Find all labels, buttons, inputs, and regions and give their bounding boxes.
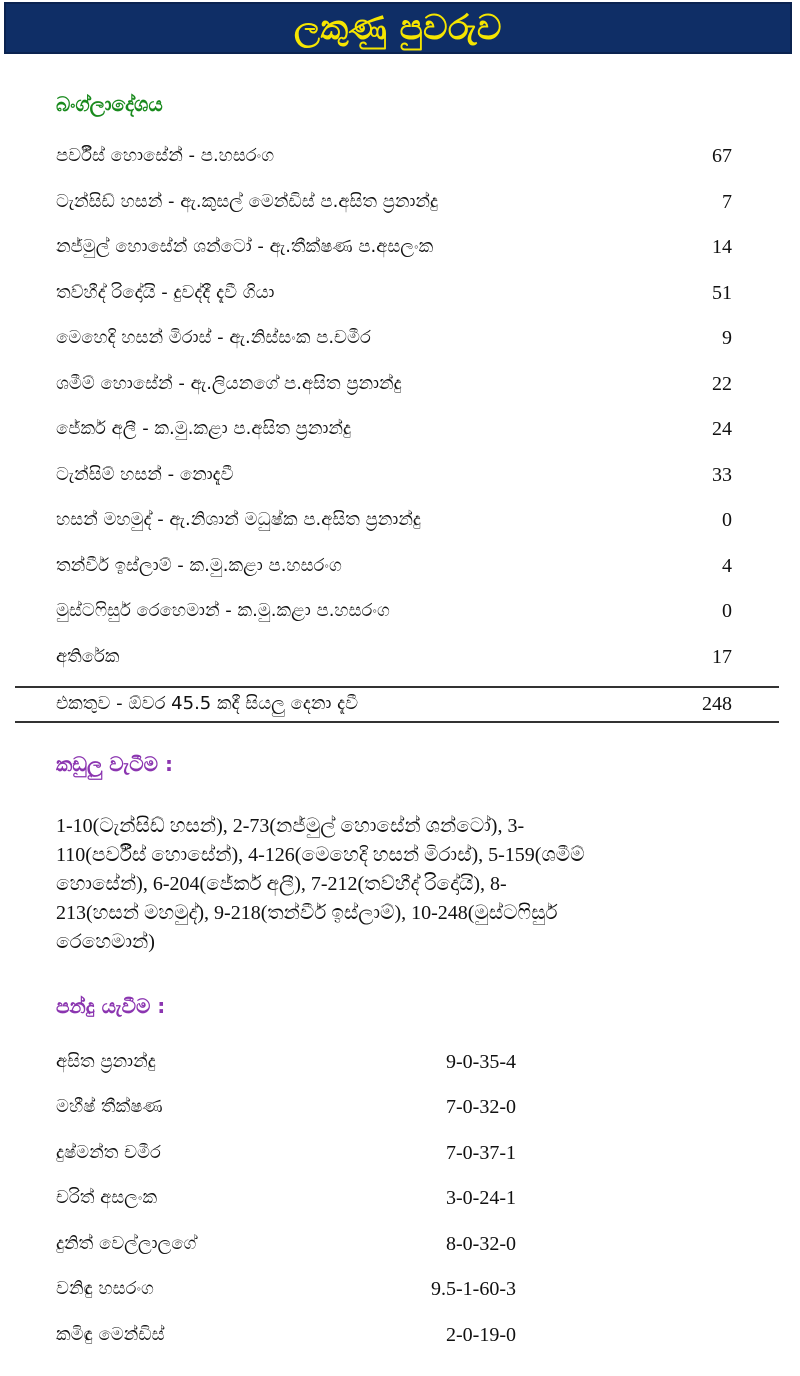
total-label: එකතුව - ඕවර 45.5 කදී සියලු දෙනා දැවී [56, 693, 359, 714]
bowler-name: දුනිත් වෙල්ලාලගේ [56, 1233, 197, 1254]
page-title: ලකුණු පුවරුව [294, 8, 502, 48]
batsman-runs: 9 [722, 327, 732, 349]
fall-of-wickets-text: 1-10(ටැන්සිඩ් හසන්), 2-73(නජ්මුල් හොසේන් ශන්ටෝ), 3- 110(පර්වීස් හොසේන්), 4-126(මෙහෙදි හසන් මිරාස්), 5-159(ශමීම් හොසේන්), 6-204(ජේකර් අලී), 7-212(තව්හීද් රිදෝයි), 8- 213(හසන් මහමුද්), 9-218(තන්වීර් ඉස්ලාම්), 10-248(මුස්ටෆිසුර් රෙහෙමාන්) [56, 815, 585, 953]
bowler-name: මහීෂ් තීක්ෂණ [56, 1096, 163, 1117]
total-runs: 248 [702, 693, 732, 715]
batsman-runs: 0 [722, 600, 732, 622]
batsman-runs: 24 [712, 418, 732, 440]
bowler-name: චරිත් අසලංක [56, 1187, 158, 1208]
fall-of-wickets-title: කඩුලු වැටීම : [56, 752, 173, 776]
batsman-runs: 14 [712, 236, 732, 258]
batsman-dismissal: හසන් මහමුද් - ඇ.නිශාන් මධුෂ්ක ප.අසිත ප්‍රනාන්දු [56, 509, 421, 530]
batsman-runs: 22 [712, 373, 732, 395]
batsman-runs: 51 [712, 282, 732, 304]
total-divider-top [15, 686, 779, 688]
batsman-dismissal: මෙහෙදි හසන් මිරාස් - ඇ.නිස්සංක ප.චමීර [56, 327, 371, 348]
bowler-name: වනිඳු හසරංග [56, 1278, 154, 1299]
batting-team-title: බංග්ලාදේශය [56, 92, 163, 116]
batsman-dismissal: පර්වීස් හොසේන් - ප.හසරංග [56, 145, 275, 166]
batsman-runs: 0 [722, 509, 732, 531]
bowler-name: දුෂ්මන්ත චමීර [56, 1142, 161, 1163]
bowler-figures: 8-0-32-0 [446, 1233, 516, 1255]
bowler-figures: 9-0-35-4 [446, 1051, 516, 1073]
bowler-figures: 7-0-37-1 [446, 1142, 516, 1164]
batsman-dismissal: නජ්මුල් හොසේන් ශන්ටෝ - ඇ.තීක්ෂණ ප.අසලංක [56, 236, 434, 257]
total-divider-bottom [15, 721, 779, 723]
batsman-dismissal: ශමීම් හොසේන් - ඇ.ලියනගේ ප.අසිත ප්‍රනාන්දු [56, 373, 402, 394]
bowler-name: කමිඳු මෙන්ඩිස් [56, 1324, 165, 1345]
batsman-dismissal: මුස්ටෆිසුර් රෙහෙමාන් - ක.මු.කළා ප.හසරංග [56, 600, 390, 621]
bowler-figures: 3-0-24-1 [446, 1187, 516, 1209]
batsman-runs: 33 [712, 464, 732, 486]
batsman-runs: 7 [722, 191, 732, 213]
bowler-figures: 9.5-1-60-3 [431, 1278, 516, 1300]
batsman-dismissal: ජේකර් අලී - ක.මු.කළා ප.අසිත ප්‍රනාන්දු [56, 418, 352, 439]
bowler-figures: 7-0-32-0 [446, 1096, 516, 1118]
extras-label: අතිරේක [56, 646, 120, 667]
batsman-dismissal: තව්හීද් රිදෝයි - දුවද්දී දැවී ගියා [56, 282, 275, 303]
batsman-runs: 67 [712, 145, 732, 167]
scoreboard-header [4, 2, 792, 54]
batsman-dismissal: ටැන්සිම් හසන් - නොදැවී [56, 464, 234, 485]
bowling-title: පන්දු යැවීම : [56, 994, 166, 1018]
batsman-dismissal: තන්වීර් ඉස්ලාම් - ක.මු.කළා ප.හසරංග [56, 555, 342, 576]
bowler-name: අසිත ප්‍රනාන්දු [56, 1051, 156, 1072]
batsman-runs: 4 [722, 555, 732, 577]
batsman-dismissal: ටැන්සිඩ් හසන් - ඇ.කුසල් මෙන්ඩිස් ප.අසිත ප්‍රනාන්දු [56, 191, 439, 212]
extras-runs: 17 [712, 646, 732, 668]
bowler-figures: 2-0-19-0 [446, 1324, 516, 1346]
